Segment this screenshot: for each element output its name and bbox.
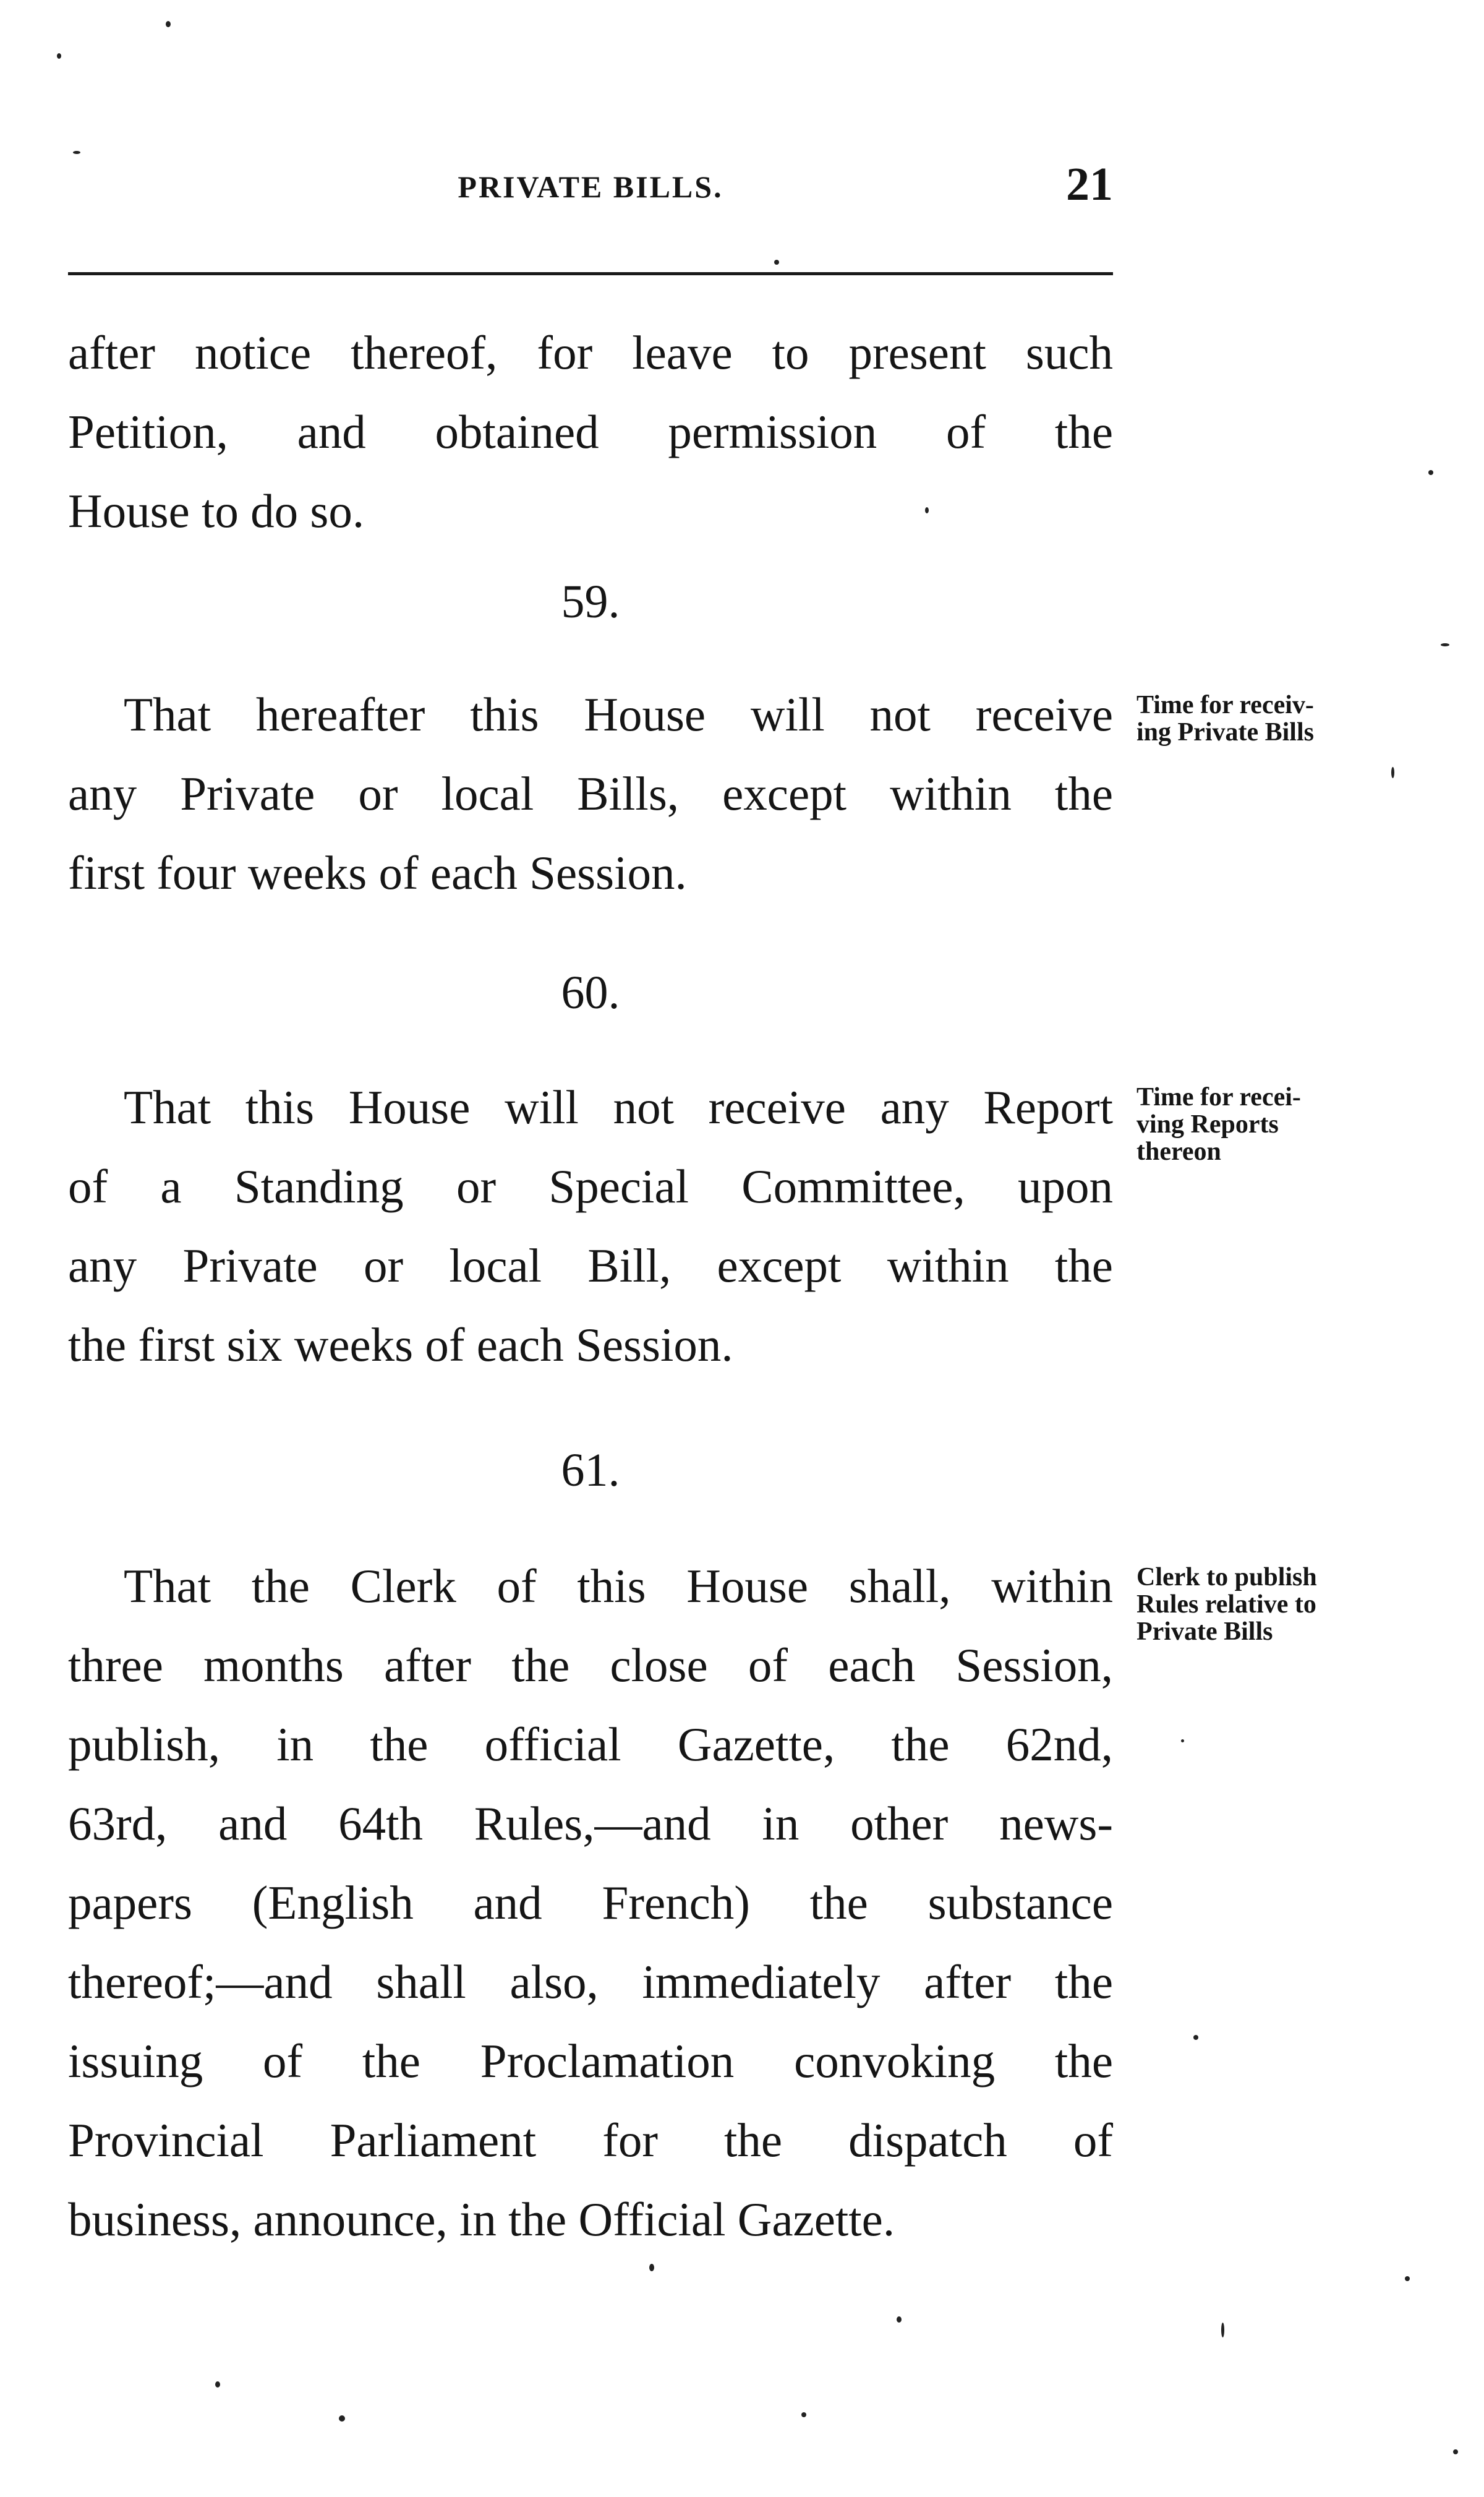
scan-speck xyxy=(1453,2449,1458,2454)
page-number: 21 xyxy=(1066,158,1113,210)
scan-speck xyxy=(1391,767,1394,778)
rule-61-line: Provincial Parliament for the dispatch of xyxy=(68,2114,1113,2167)
scan-speck xyxy=(1405,2276,1410,2281)
header-rule xyxy=(68,272,1113,275)
scan-speck xyxy=(57,53,61,59)
margin-note-59 xyxy=(1136,692,1421,746)
rule-60-line: any Private or local Bill, except within the xyxy=(68,1239,1113,1292)
rule-59-line: first four weeks of each Session. xyxy=(68,846,687,899)
rule-61-line: issuing of the Proclamation convoking the xyxy=(68,2034,1113,2088)
continuation-line: House to do so. xyxy=(68,484,365,538)
scan-speck xyxy=(166,21,171,27)
margin-note-line: Clerk to publish xyxy=(1136,1563,1317,1591)
margin-note-61 xyxy=(1136,1564,1421,1645)
rule-number-59: 59. xyxy=(561,576,620,628)
scan-speck xyxy=(925,507,929,513)
scan-speck xyxy=(1181,1739,1184,1742)
continuation-line: Petition, and obtained permission of the xyxy=(68,405,1113,458)
margin-note-line: ing Private Bills xyxy=(1136,718,1314,747)
rule-61-line: 63rd, and 64th Rules,—and in other news- xyxy=(68,1797,1113,1850)
scan-speck xyxy=(1221,2323,1224,2337)
rule-61-line: business, announce, in the Official Gazette. xyxy=(68,2193,895,2246)
scan-speck xyxy=(73,151,80,154)
scan-speck xyxy=(649,2264,654,2271)
rule-61-line: That the Clerk of this House shall, within xyxy=(124,1559,1113,1613)
rule-number-61: 61. xyxy=(561,1444,620,1496)
scan-speck xyxy=(339,2415,345,2422)
rule-number-60: 60. xyxy=(561,967,620,1019)
margin-note-line: Private Bills xyxy=(1136,1617,1273,1646)
scan-speck xyxy=(1428,470,1433,475)
rule-61-line: publish, in the official Gazette, the 62nd, xyxy=(68,1718,1113,1771)
scan-speck xyxy=(801,2412,806,2417)
margin-note-line: Time for recei- xyxy=(1136,1083,1301,1111)
running-head xyxy=(68,158,1113,220)
margin-note-line: thereon xyxy=(1136,1137,1221,1166)
continuation-line: after notice thereof, for leave to present such xyxy=(68,326,1113,379)
running-title: PRIVATE BILLS. xyxy=(458,169,723,204)
rule-60-line: of a Standing or Special Committee, upon xyxy=(68,1160,1113,1213)
rule-60-line: That this House will not receive any Report xyxy=(124,1081,1113,1134)
rule-60-line: the first six weeks of each Session. xyxy=(68,1318,733,1371)
scan-speck xyxy=(215,2381,220,2388)
rule-59-line: That hereafter this House will not receive xyxy=(124,688,1113,741)
scan-speck xyxy=(774,260,779,265)
margin-note-line: Time for receiv- xyxy=(1136,691,1314,719)
scan-speck xyxy=(1441,643,1449,646)
rule-61-line: papers (English and French) the substance xyxy=(68,1876,1113,1929)
margin-note-60 xyxy=(1136,1084,1421,1165)
rule-59-line: any Private or local Bills, except within the xyxy=(68,767,1113,820)
rule-61-line: thereof;—and shall also, immediately after the xyxy=(68,1955,1113,2008)
margin-note-line: ving Reports xyxy=(1136,1110,1279,1139)
rule-61-line: three months after the close of each Session, xyxy=(68,1638,1113,1692)
margin-note-line: Rules relative to xyxy=(1136,1590,1316,1619)
scan-speck xyxy=(897,2316,902,2323)
scan-speck xyxy=(1193,2035,1198,2040)
